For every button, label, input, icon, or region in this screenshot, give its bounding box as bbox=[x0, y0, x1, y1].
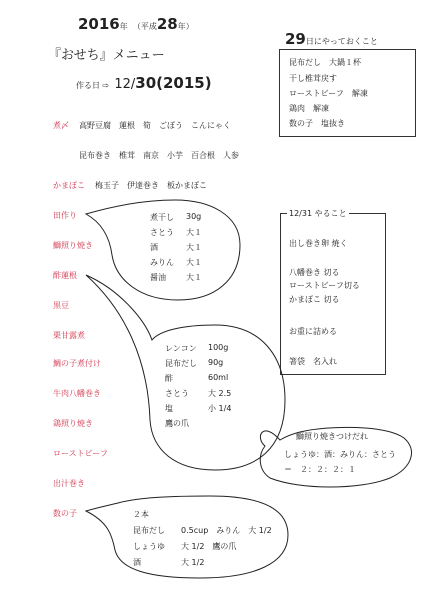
dish-item: 鰤照り焼き bbox=[53, 241, 93, 250]
tazukuri-ingredient: さとう bbox=[150, 228, 174, 237]
surenkon-ingredient: 鷹の爪 bbox=[165, 419, 189, 428]
tazukuri-ingredient: 酒 bbox=[150, 243, 158, 252]
prep29-item: 干し椎茸戻す bbox=[289, 74, 337, 83]
nishime-row2: 昆布巻き 椎茸 南京 小芋 百合根 人参 bbox=[79, 151, 239, 160]
surenkon-ingredient: レンコン bbox=[165, 344, 197, 353]
prep31-item: かまぼこ 切る bbox=[289, 295, 340, 304]
prep29-item: 数の子 塩抜き bbox=[289, 119, 345, 128]
made-on-label: 作る日 ⇨ bbox=[76, 81, 110, 90]
tazukuri-ingredient: みりん bbox=[150, 258, 174, 267]
surenkon-ingredient: 昆布だし bbox=[165, 359, 197, 368]
heisei-close: 年） bbox=[177, 22, 194, 31]
tazukuri-amount: 大１ bbox=[186, 228, 202, 237]
surenkon-amount: 60ml bbox=[208, 373, 229, 382]
prep31-item: 出し巻き卵 焼く bbox=[289, 239, 348, 248]
heisei-number: 28 bbox=[156, 15, 178, 33]
surenkon-ingredient: 酢 bbox=[165, 374, 173, 383]
prep29-item: 鶏肉 解凍 bbox=[289, 104, 329, 113]
kamaboko-label: かまぼこ bbox=[53, 181, 85, 190]
surenkon-amount: 小 1/4 bbox=[208, 404, 232, 413]
prep29-day: 29 bbox=[285, 30, 306, 48]
tazukuri-amount: 30g bbox=[186, 212, 202, 221]
surenkon-ingredient: 塩 bbox=[165, 404, 173, 413]
prep31-item: ローストビーフ切る bbox=[289, 281, 360, 290]
surenkon-bubble bbox=[86, 275, 285, 470]
surenkon-amount: 90g bbox=[208, 358, 224, 367]
prep31-heading: 12/31 やること bbox=[289, 209, 347, 218]
surenkon-amount: 大 2.5 bbox=[208, 389, 232, 398]
nishime-row1: 高野豆腐 蓮根 筍 ごぼう こんにゃく bbox=[79, 121, 231, 130]
teriyaki-ratio-values: ＝ ２：２：２：１ bbox=[284, 465, 356, 474]
kazunoko-row: ２本 bbox=[133, 510, 149, 519]
dish-item: 黒豆 bbox=[53, 301, 69, 310]
kazunoko-row: 昆布だし 0.5cup みりん 大 1/2 bbox=[133, 526, 272, 535]
heisei-label: （平成 bbox=[132, 22, 157, 31]
made-on-day: 30 bbox=[135, 74, 157, 92]
dish-item: 酢蓮根 bbox=[53, 271, 77, 280]
tazukuri-amount: 大１ bbox=[186, 273, 202, 282]
prep31-item: 八幡巻き 切る bbox=[289, 268, 340, 277]
surenkon-ingredient: さとう bbox=[165, 389, 189, 398]
dish-item: 牛肉八幡巻き bbox=[53, 389, 101, 398]
prep29-heading-text: 日にやっておくこと bbox=[305, 37, 378, 46]
made-on-prefix: 12/ bbox=[114, 77, 136, 92]
dish-item: 鶏照り焼き bbox=[53, 419, 93, 428]
kazunoko-row: 酒 大 1/2 bbox=[133, 558, 205, 567]
teriyaki-ratio-names: しょうゆ：酒：みりん：さとう bbox=[284, 450, 396, 459]
made-on-year: (2015) bbox=[156, 74, 212, 92]
dish-item: 栗甘露煮 bbox=[53, 331, 85, 340]
tazukuri-amount: 大１ bbox=[186, 243, 202, 252]
tazukuri-amount: 大１ bbox=[186, 258, 202, 267]
dish-item: 数の子 bbox=[53, 509, 77, 518]
prep31-item: 箸袋 名入れ bbox=[289, 357, 337, 366]
dish-item: 田作り bbox=[53, 211, 77, 220]
prep29-item: ローストビーフ 解凍 bbox=[289, 89, 368, 98]
teriyaki-title: 鰤照り焼きつけだれ bbox=[296, 432, 368, 441]
tazukuri-ingredient: 醤油 bbox=[150, 273, 166, 282]
year: 2016 bbox=[78, 15, 120, 33]
nishime-label: 煮〆 bbox=[53, 121, 69, 130]
dish-item: ローストビーフ bbox=[53, 449, 108, 458]
surenkon-amount: 100g bbox=[208, 343, 229, 352]
prep29-item: 昆布だし 大鍋１杯 bbox=[289, 58, 361, 67]
dish-item: 出汁巻き bbox=[53, 479, 85, 488]
kamaboko-items: 梅玉子 伊達巻き 板かまぼこ bbox=[95, 181, 207, 190]
page-title: 『おせち』メニュー bbox=[48, 48, 165, 63]
tazukuri-ingredient: 煮干し bbox=[150, 213, 174, 222]
kazunoko-row: しょうゆ 大 1/2 鷹の爪 bbox=[133, 542, 237, 551]
year-suffix: 年 bbox=[119, 22, 128, 31]
prep31-item: お重に詰める bbox=[289, 327, 337, 336]
dish-item: 鯛の子煮付け bbox=[53, 359, 101, 368]
